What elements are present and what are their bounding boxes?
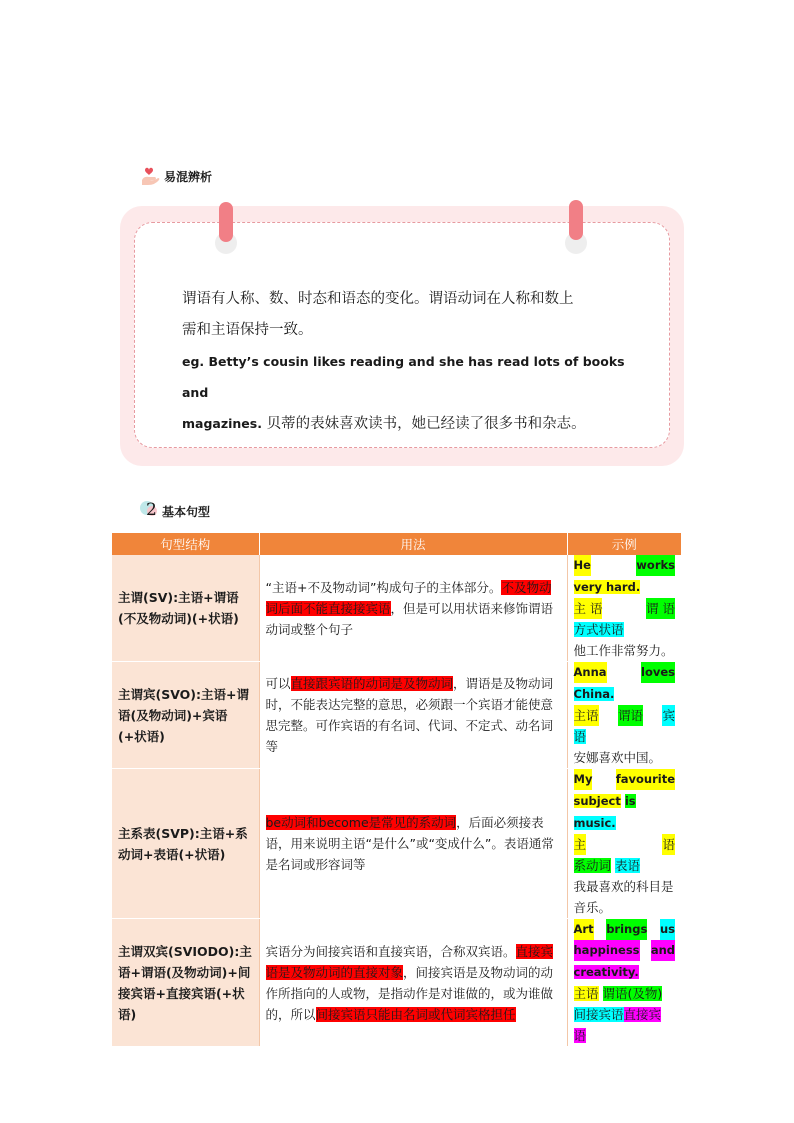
- usage-text: “主语+不及物动词”构成句子的主体部分。: [265, 579, 502, 595]
- example-subject: Art: [574, 919, 594, 940]
- example-direct-object: happiness: [574, 940, 640, 961]
- example-line: [574, 683, 676, 705]
- example-label-line: [574, 983, 676, 1004]
- table-header-row: [112, 533, 681, 555]
- example-line: [574, 576, 676, 598]
- usage-highlight: be: [265, 815, 282, 830]
- header-usage: 用法: [259, 533, 567, 555]
- example-label-line: [574, 1025, 676, 1046]
- example-translation: 安娜喜欢中国。: [573, 750, 662, 765]
- structure-cell: 主系表(SVP):主语+系动词+表语(+状语): [112, 769, 259, 919]
- label-direct-object: 直接宾: [623, 1007, 662, 1022]
- patterns-title: 基本句型: [162, 504, 211, 519]
- label-predicative: 表语: [615, 858, 641, 873]
- label-object: 宾: [662, 705, 675, 726]
- label-object-tail: 语: [573, 729, 587, 744]
- structure-cell: 主谓双宾(SVIODO):主语+谓语(及物动词)+间接宾语+直接宾语(+状语): [112, 919, 259, 1047]
- sentence-pattern-table: [112, 533, 681, 1047]
- usage-text: ，后面必须接表语，用来说明主语“是什么”或“变成什么”。表语通常是名词或形容词等: [265, 815, 554, 872]
- example-line: [574, 790, 676, 834]
- patterns-section-heading: [138, 500, 210, 522]
- example-line: [574, 919, 676, 940]
- example-line: [574, 769, 676, 790]
- label-predicate: 谓 语: [646, 598, 675, 619]
- number-badge-icon: [138, 500, 160, 522]
- table-row: [112, 769, 681, 919]
- usage-highlight: 直接宾语是及物动词的直接对象: [265, 943, 554, 980]
- header-structure: 句型结构: [112, 533, 259, 555]
- example-cell: [567, 662, 681, 769]
- label-subject: 主语: [574, 705, 599, 726]
- example-translation: 他工作非常努力。: [573, 643, 674, 658]
- label-subject: 主语: [573, 986, 599, 1001]
- example-linking-verb: is: [624, 794, 636, 808]
- example-subject: subject: [573, 794, 621, 808]
- usage-cell: [259, 919, 567, 1047]
- label-subject: 语: [662, 834, 675, 855]
- label-predicate: 谓语(及物): [602, 986, 663, 1001]
- example-cell: [567, 769, 681, 919]
- example-predicative: music.: [573, 816, 616, 830]
- usage-text: ，谓语是及物动词时，不能表达完整的意思，必须跟一个宾语才能使意思完整。可作宾语的有名词、代词、不定式、动名词等: [265, 676, 554, 754]
- label-linking-verb: 系动词: [573, 858, 612, 873]
- note-text: [182, 284, 632, 440]
- table-row: [112, 662, 681, 769]
- label-subject: 主 语: [574, 598, 603, 619]
- example-subject: favourite: [616, 769, 675, 790]
- example-verb: brings: [606, 919, 647, 940]
- example-subject: My: [574, 769, 593, 790]
- usage-text: ，但是可以用状语来修饰谓语动词或整个句子: [265, 600, 554, 637]
- example-indirect-object: us: [660, 919, 675, 940]
- example-translation: 我最喜欢的科目是音乐。: [573, 879, 674, 915]
- heart-hand-icon: [140, 166, 162, 186]
- label-direct-object-tail: 语: [573, 1028, 587, 1043]
- usage-highlight: 不及物动词后面不能直接接宾语: [265, 579, 552, 616]
- example-label-line: [574, 1004, 676, 1025]
- example-label-line: [574, 726, 676, 747]
- example-english-tail: magazines.: [182, 416, 262, 431]
- label-indirect-object: 间接宾语: [573, 1007, 624, 1022]
- pin-right-icon: [569, 200, 583, 240]
- label-subject: 主: [574, 834, 587, 855]
- label-adverbial: 方式状语: [573, 622, 624, 637]
- example-line: [574, 662, 676, 683]
- example-label-line: [574, 705, 676, 726]
- example-cell: [567, 555, 681, 662]
- usage-cell: [259, 555, 567, 662]
- example-line: [574, 555, 676, 576]
- example-label-line: [574, 855, 676, 876]
- example-subject: He: [574, 555, 591, 576]
- example-object: China.: [573, 687, 615, 701]
- example-label-line: [574, 619, 676, 640]
- example-line: [574, 940, 676, 961]
- label-predicate: 谓语: [618, 705, 643, 726]
- usage-text: 宾语分为间接宾语和直接宾语，合称双宾语。: [265, 943, 516, 959]
- structure-cell: 主谓(SV):主语+谓语(不及物动词)(+状语): [112, 555, 259, 662]
- example-label-line: [574, 834, 676, 855]
- example-subject: Anna: [574, 662, 607, 683]
- usage-cell: [259, 769, 567, 919]
- example-adverbial: very hard.: [573, 580, 641, 594]
- confusion-title: 易混辨析: [164, 169, 213, 184]
- note-line-2: 需和主语保持一致。: [182, 322, 313, 338]
- pin-left-icon: [219, 202, 233, 242]
- usage-text: ，间接宾语是及物动词的动作所指向的人或物，是指动作是对谁做的，或为谁做的，所以: [265, 964, 554, 1022]
- confusion-section-heading: [140, 166, 212, 186]
- table-row: [112, 555, 681, 662]
- usage-highlight: 是常见的系动词: [368, 815, 457, 830]
- example-direct-object: creativity.: [573, 965, 639, 979]
- structure-cell: 主谓宾(SVO):主语+谓语(及物动词)+宾语(+状语): [112, 662, 259, 769]
- example-cell: [567, 919, 681, 1047]
- example-label-line: [574, 598, 676, 619]
- usage-text: 可以: [265, 676, 291, 691]
- example-line-2: [182, 408, 632, 440]
- usage-highlight: 间接宾语只能由名词或代词宾格担任: [315, 1006, 516, 1022]
- example-line: [574, 961, 676, 983]
- usage-highlight: become: [318, 815, 369, 830]
- note-line-1: 谓语有人称、数、时态和语态的变化。谓语动词在人称和数上: [182, 291, 574, 307]
- usage-highlight: 直接跟宾语的动词是及物动词: [290, 676, 454, 691]
- usage-cell: [259, 662, 567, 769]
- number-badge-digit: 2: [146, 500, 157, 520]
- example-verb: works: [636, 555, 675, 576]
- example-verb: loves: [641, 662, 675, 683]
- example-direct-object: and: [651, 940, 675, 961]
- header-example: 示例: [567, 533, 681, 555]
- table-row: [112, 919, 681, 1047]
- example-translation: 贝蒂的表妹喜欢读书，她已经读了很多书和杂志。: [266, 416, 586, 432]
- example-line-1: eg. Betty’s cousin likes reading and she has read lots of books and: [182, 354, 625, 400]
- usage-highlight: 动词和: [281, 815, 319, 830]
